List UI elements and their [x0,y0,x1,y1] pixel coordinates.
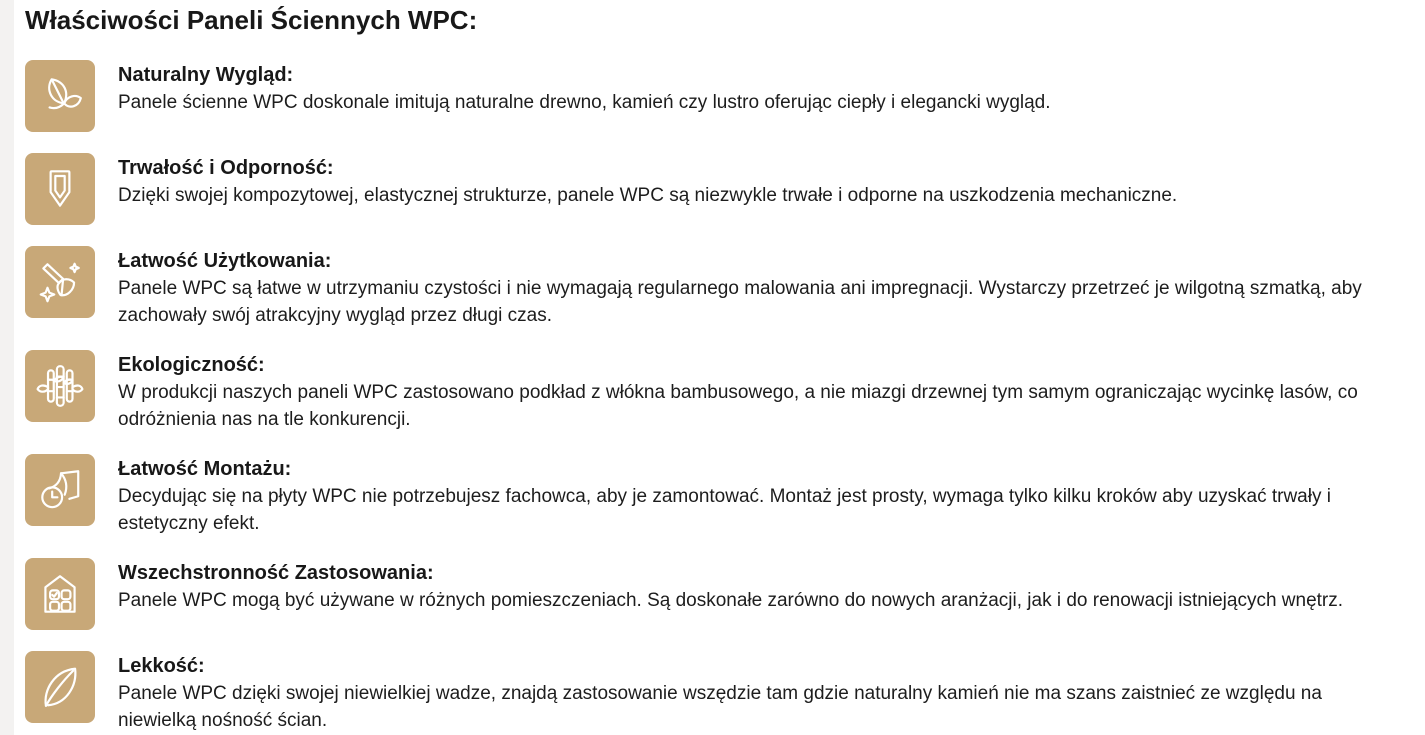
feature-description: Panele WPC dzięki swojej niewielkiej wadze, znajdą zastosowanie wszędzie tam gdzie naturalny kamień nie ma szans zaistnieć ze względu na niewielką nośność ścian. [118,683,1322,731]
feature-icon-tile [25,651,95,723]
feature-description: Panele WPC mogą być używane w różnych pomieszczeniach. Są doskonałe zarówno do nowych aranżacji, jak i do renowacji istniejących wnętrz. [118,590,1344,611]
house-grid-icon [35,569,85,619]
feature-text [118,454,1375,537]
feature-item [25,558,1375,630]
feature-title: Łatwość Użytkowania: [118,250,332,272]
panel-clock-icon [35,465,85,515]
feature-text [118,558,1343,614]
feature-icon-tile [25,558,95,630]
bamboo-icon [35,361,85,411]
feature-title: Wszechstronność Zastosowania: [118,562,434,584]
feature-text [118,153,1177,209]
leaf-icon [35,71,85,121]
brush-sparkle-icon [35,257,85,307]
feature-item [25,153,1375,225]
feather-icon [35,662,85,712]
feature-title: Trwałość i Odporność: [118,157,334,179]
feature-title: Ekologiczność: [118,354,265,376]
feature-text [118,651,1375,734]
feature-icon-tile [25,246,95,318]
feature-text [118,246,1375,329]
feature-item [25,350,1375,433]
feature-list [25,60,1375,734]
feature-item [25,60,1375,132]
feature-item [25,651,1375,734]
feature-description: Dzięki swojej kompozytowej, elastycznej strukturze, panele WPC są niezwykle trwałe i odporne na uszkodzenia mechaniczne. [118,185,1178,206]
feature-icon-tile [25,454,95,526]
feature-icon-tile [25,350,95,422]
feature-text [118,60,1051,116]
feature-description: Panele WPC są łatwe w utrzymaniu czystości i nie wymagają regularnego malowania ani impregnacji. Wystarczy przetrzeć je wilgotną szmatką, aby zachowały swój atrakcyjny wygląd przez długi czas. [118,278,1362,326]
page-title: Właściwości Paneli Ściennych WPC: [25,5,478,35]
feature-item [25,246,1375,329]
shield-icon [35,164,85,214]
feature-description: Decydując się na płyty WPC nie potrzebujesz fachowca, aby je zamontować. Montaż jest prosty, wymaga tylko kilku kroków aby uzyskać trwały i estetyczny efekt. [118,486,1331,534]
feature-text [118,350,1375,433]
feature-icon-tile [25,60,95,132]
feature-item [25,454,1375,537]
feature-description: Panele ścienne WPC doskonale imitują naturalne drewno, kamień czy lustro oferując ciepły i elegancki wygląd. [118,92,1051,113]
feature-icon-tile [25,153,95,225]
feature-title: Łatwość Montażu: [118,458,292,480]
feature-description: W produkcji naszych paneli WPC zastosowano podkład z włókna bambusowego, a nie miazgi drzewnej tym samym ograniczając wycinkę lasów, co odróżnienia nas na tle konkurencji. [118,382,1358,430]
feature-title: Naturalny Wygląd: [118,64,294,86]
feature-title: Lekkość: [118,655,205,677]
